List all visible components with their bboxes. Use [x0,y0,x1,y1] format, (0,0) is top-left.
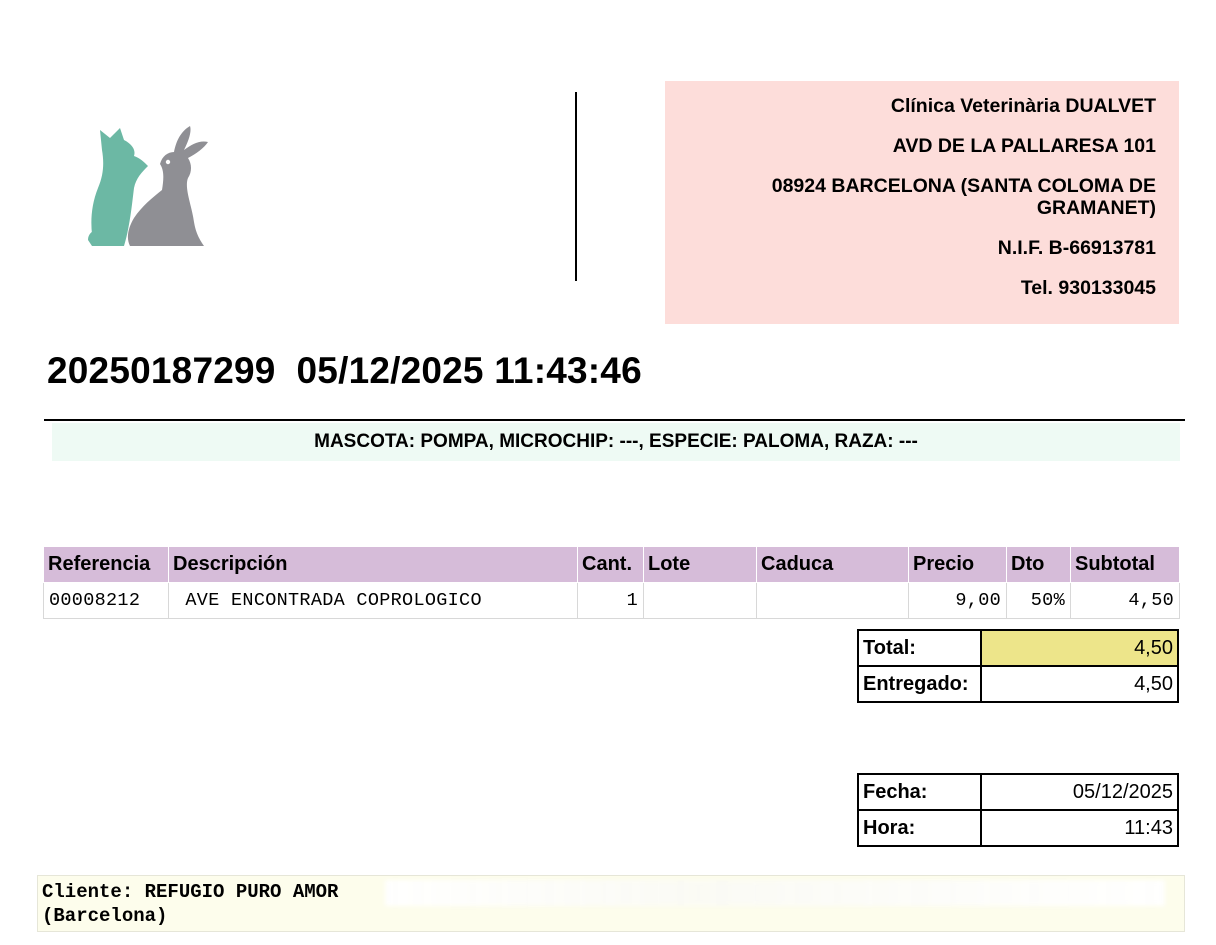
pet-info-bar: MASCOTA: POMPA, MICROCHIP: ---, ESPECIE: PALOMA, RAZA: --- [52,423,1180,461]
cell-description: AVE ENCONTRADA COPROLOGICO [169,583,578,619]
vertical-divider [575,92,577,281]
total-value: 4,50 [981,630,1178,666]
items-table [43,546,1180,619]
col-header-price: Precio [909,547,1007,583]
invoice-header [47,350,642,392]
client-name: Cliente: REFUGIO PURO AMOR [42,881,339,903]
cell-reference: 00008212 [44,583,169,619]
clinic-name: Clínica Veterinària DUALVET [890,95,1156,117]
col-header-discount: Dto [1007,547,1071,583]
cell-quantity: 1 [578,583,644,619]
col-header-description: Descripción [169,547,578,583]
date-time-table [857,773,1179,847]
col-header-lot: Lote [644,547,757,583]
cell-price: 9,00 [909,583,1007,619]
totals-table [857,629,1179,703]
clinic-phone: Tel. 930133045 [1020,277,1156,299]
cell-expiry [757,583,909,619]
header-rule [44,419,1185,421]
clinic-nif: N.I.F. B-66913781 [997,237,1156,259]
table-row [44,583,1180,619]
redaction-overlay [385,880,1165,906]
client-city: (Barcelona) [42,905,168,927]
total-row [858,630,1178,666]
date-label: Fecha: [858,774,981,810]
time-label: Hora: [858,810,981,846]
invoice-datetime: 05/12/2025 11:43:46 [296,350,642,391]
col-header-quantity: Cant. [578,547,644,583]
col-header-subtotal: Subtotal [1071,547,1180,583]
invoice-number: 20250187299 [47,350,276,391]
cell-subtotal: 4,50 [1071,583,1180,619]
total-label: Total: [858,630,981,666]
clinic-info-box [665,81,1179,324]
time-row [858,810,1178,846]
clinic-city: 08924 BARCELONA (SANTA COLOMA DE GRAMANET) [771,175,1156,219]
paid-label: Entregado: [858,666,981,702]
cat-and-rabbit-logo-icon [84,118,219,253]
paid-value: 4,50 [981,666,1178,702]
col-header-expiry: Caduca [757,547,909,583]
items-header-row [44,547,1180,583]
col-header-reference: Referencia [44,547,169,583]
date-value: 05/12/2025 [981,774,1178,810]
cell-discount: 50% [1007,583,1071,619]
date-row [858,774,1178,810]
paid-row [858,666,1178,702]
time-value: 11:43 [981,810,1178,846]
clinic-address: AVD DE LA PALLARESA 101 [892,135,1156,157]
cell-lot [644,583,757,619]
